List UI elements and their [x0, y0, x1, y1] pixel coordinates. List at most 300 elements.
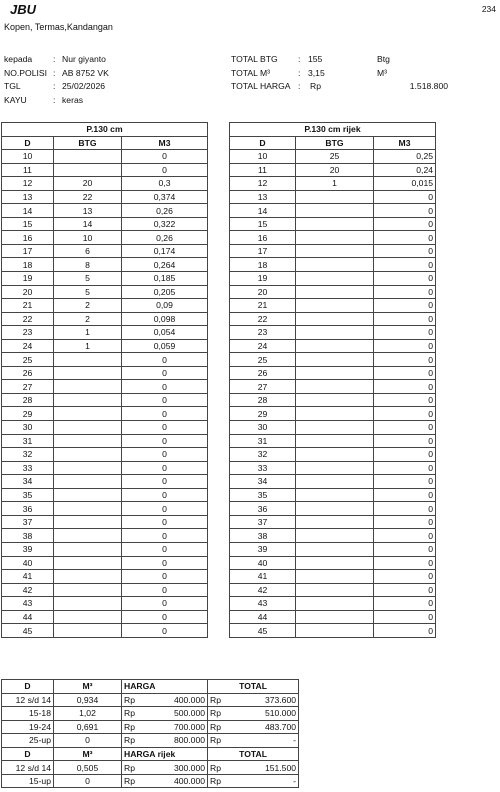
table-title-row: [2, 123, 208, 137]
cell-btg: 20: [296, 163, 374, 177]
cell-m3: 0: [374, 272, 436, 286]
info-label-nopolisi: NO.POLISI: [4, 68, 47, 78]
cell-d: 18: [230, 258, 296, 272]
price-header-total: TOTAL: [208, 680, 299, 694]
cell-btg: [54, 366, 122, 380]
table-row: [230, 150, 436, 164]
cell-btg: [54, 597, 122, 611]
table-row: [2, 515, 208, 529]
cell-btg: 8: [54, 258, 122, 272]
info-colon: :: [53, 54, 56, 64]
cell-btg: 1: [296, 177, 374, 191]
table-row: [230, 393, 436, 407]
table-row: [230, 448, 436, 462]
cell-btg: [54, 461, 122, 475]
table-row: [230, 339, 436, 353]
cell-d: 20: [2, 285, 54, 299]
table-row: [2, 353, 208, 367]
header-btg: BTG: [54, 136, 122, 150]
table-row: [2, 407, 208, 421]
cell-d: 19: [230, 272, 296, 286]
price-row: [2, 734, 299, 748]
price-total: -: [222, 774, 299, 788]
cell-m3: 0: [122, 556, 208, 570]
cell-m3: 0: [374, 488, 436, 502]
cell-btg: [54, 393, 122, 407]
cell-btg: 10: [54, 231, 122, 245]
table-row: [230, 502, 436, 516]
total-m3-value: 3,15: [308, 68, 325, 78]
table-row: [2, 597, 208, 611]
price-total: 151.500: [222, 761, 299, 775]
price-d: 19-24: [2, 720, 54, 734]
cell-btg: [54, 421, 122, 435]
price-rp: Rp: [122, 761, 138, 775]
cell-btg: 2: [54, 312, 122, 326]
table-row: [2, 285, 208, 299]
cell-m3: 0: [374, 502, 436, 516]
cell-btg: [296, 570, 374, 584]
price-header-d: D: [2, 680, 54, 694]
total-m3-label: TOTAL M³: [231, 68, 270, 78]
cell-d: 17: [2, 244, 54, 258]
table-row: [2, 610, 208, 624]
total-btg-unit: Btg: [377, 54, 390, 64]
price-harga: 500.000: [138, 707, 208, 721]
cell-btg: [296, 353, 374, 367]
cell-btg: [54, 556, 122, 570]
table-row: [2, 461, 208, 475]
cell-d: 36: [2, 502, 54, 516]
cell-btg: [54, 502, 122, 516]
cell-d: 27: [230, 380, 296, 394]
cell-d: 32: [2, 448, 54, 462]
cell-d: 21: [230, 299, 296, 313]
cell-m3: 0: [374, 624, 436, 638]
price-table: [1, 679, 299, 788]
table-row: [230, 570, 436, 584]
cell-d: 22: [2, 312, 54, 326]
cell-m3: 0: [122, 475, 208, 489]
cell-m3: 0,174: [122, 244, 208, 258]
cell-d: 10: [230, 150, 296, 164]
price-row: [2, 707, 299, 721]
cell-btg: 5: [54, 285, 122, 299]
cell-d: 13: [2, 190, 54, 204]
table-row: [2, 502, 208, 516]
total-harga-value: 1.518.800: [409, 81, 448, 91]
table-row: [230, 190, 436, 204]
cell-m3: 0: [374, 393, 436, 407]
price-header-d: D: [2, 747, 54, 761]
table-row: [2, 380, 208, 394]
price-rp: Rp: [208, 707, 222, 721]
price-header-m3: M³: [54, 680, 122, 694]
cell-btg: [296, 272, 374, 286]
cell-m3: 0: [374, 258, 436, 272]
cell-btg: [54, 610, 122, 624]
cell-m3: 0: [122, 407, 208, 421]
cell-m3: 0: [374, 380, 436, 394]
cell-d: 14: [2, 204, 54, 218]
table-row: [2, 434, 208, 448]
cell-btg: 14: [54, 217, 122, 231]
cell-btg: 13: [54, 204, 122, 218]
table-title-row: [230, 123, 436, 137]
cell-m3: 0: [122, 461, 208, 475]
cell-d: 31: [2, 434, 54, 448]
cell-d: 16: [2, 231, 54, 245]
table-row: [230, 272, 436, 286]
cell-m3: 0: [122, 502, 208, 516]
cell-btg: [54, 163, 122, 177]
cell-d: 15: [230, 217, 296, 231]
cell-m3: 0: [122, 448, 208, 462]
cell-m3: 0: [374, 529, 436, 543]
table-row: [2, 299, 208, 313]
cell-btg: 1: [54, 339, 122, 353]
cell-btg: 2: [54, 299, 122, 313]
table-row: [2, 393, 208, 407]
cell-btg: 5: [54, 272, 122, 286]
cell-d: 28: [2, 393, 54, 407]
cell-d: 44: [230, 610, 296, 624]
table-row: [230, 177, 436, 191]
cell-d: 41: [2, 570, 54, 584]
table-row: [230, 542, 436, 556]
total-btg-label: TOTAL BTG: [231, 54, 278, 64]
price-d: 12 s/d 14: [2, 693, 54, 707]
volume-table-right: [229, 122, 436, 638]
cell-m3: 0: [374, 421, 436, 435]
cell-m3: 0: [122, 380, 208, 394]
price-header-row: [2, 680, 299, 694]
cell-m3: 0,3: [122, 177, 208, 191]
table-row: [2, 556, 208, 570]
cell-btg: [296, 244, 374, 258]
cell-m3: 0: [122, 366, 208, 380]
table-row: [230, 407, 436, 421]
price-rp: Rp: [208, 720, 222, 734]
table-row: [230, 258, 436, 272]
price-m3: 0: [54, 734, 122, 748]
cell-m3: 0,322: [122, 217, 208, 231]
cell-btg: [296, 583, 374, 597]
cell-btg: [54, 515, 122, 529]
table-row: [230, 380, 436, 394]
table-row: [2, 244, 208, 258]
cell-btg: [296, 393, 374, 407]
cell-btg: [296, 461, 374, 475]
total-btg-value: 155: [308, 54, 323, 64]
table-row: [2, 339, 208, 353]
cell-btg: [296, 231, 374, 245]
cell-d: 11: [2, 163, 54, 177]
cell-d: 25: [230, 353, 296, 367]
cell-btg: [296, 502, 374, 516]
header-m3: M3: [122, 136, 208, 150]
header-d: D: [2, 136, 54, 150]
price-harga: 300.000: [138, 761, 208, 775]
cell-d: 15: [2, 217, 54, 231]
cell-d: 23: [230, 326, 296, 340]
price-rp: Rp: [122, 774, 138, 788]
info-value-kepada: Nur giyanto: [62, 54, 106, 64]
cell-d: 39: [230, 542, 296, 556]
cell-d: 45: [2, 624, 54, 638]
table-row: [2, 326, 208, 340]
cell-m3: 0,26: [122, 231, 208, 245]
cell-d: 37: [2, 515, 54, 529]
cell-d: 23: [2, 326, 54, 340]
price-rp: Rp: [122, 720, 138, 734]
table-row: [230, 366, 436, 380]
cell-d: 33: [2, 461, 54, 475]
cell-btg: [296, 434, 374, 448]
table-row: [2, 529, 208, 543]
cell-m3: 0: [374, 583, 436, 597]
cell-btg: [296, 421, 374, 435]
table-row: [230, 326, 436, 340]
cell-d: 12: [230, 177, 296, 191]
document-title: JBU: [10, 2, 37, 17]
cell-m3: 0,26: [122, 204, 208, 218]
table-header-row: [230, 136, 436, 150]
cell-btg: [296, 542, 374, 556]
cell-m3: 0: [122, 610, 208, 624]
price-m3: 1,02: [54, 707, 122, 721]
cell-btg: [296, 299, 374, 313]
cell-m3: 0: [122, 353, 208, 367]
price-header-m3: M³: [54, 747, 122, 761]
cell-btg: [54, 150, 122, 164]
cell-btg: 22: [54, 190, 122, 204]
price-harga: 700.000: [138, 720, 208, 734]
table-row: [230, 624, 436, 638]
table-row: [230, 163, 436, 177]
cell-d: 43: [230, 597, 296, 611]
table-row: [2, 366, 208, 380]
table-row: [230, 353, 436, 367]
cell-d: 43: [2, 597, 54, 611]
cell-d: 29: [230, 407, 296, 421]
table-title: P.130 cm: [2, 123, 208, 137]
cell-btg: [296, 217, 374, 231]
cell-d: 24: [2, 339, 54, 353]
cell-m3: 0: [122, 434, 208, 448]
cell-m3: 0: [374, 353, 436, 367]
table-row: [230, 204, 436, 218]
cell-btg: [296, 258, 374, 272]
cell-m3: 0,098: [122, 312, 208, 326]
price-row: [2, 693, 299, 707]
cell-m3: 0: [374, 570, 436, 584]
cell-m3: 0,054: [122, 326, 208, 340]
table-row: [230, 421, 436, 435]
cell-d: 33: [230, 461, 296, 475]
cell-btg: [296, 326, 374, 340]
info-label-kayu: KAYU: [4, 95, 27, 105]
cell-d: 25: [2, 353, 54, 367]
cell-m3: 0: [122, 570, 208, 584]
price-header-harga: HARGA: [122, 680, 208, 694]
cell-btg: [296, 556, 374, 570]
cell-btg: [54, 529, 122, 543]
price-d: 15-18: [2, 707, 54, 721]
cell-btg: 25: [296, 150, 374, 164]
info-colon: :: [53, 95, 56, 105]
cell-m3: 0: [122, 597, 208, 611]
table-row: [2, 624, 208, 638]
cell-d: 34: [230, 475, 296, 489]
info-label-kepada: kepada: [4, 54, 33, 64]
cell-m3: 0: [374, 515, 436, 529]
cell-btg: [296, 190, 374, 204]
cell-d: 14: [230, 204, 296, 218]
table-row: [2, 542, 208, 556]
table-row: [230, 475, 436, 489]
cell-btg: [296, 204, 374, 218]
cell-btg: 20: [54, 177, 122, 191]
table-row: [230, 312, 436, 326]
price-total: 373.600: [222, 693, 299, 707]
cell-d: 45: [230, 624, 296, 638]
cell-d: 40: [230, 556, 296, 570]
price-harga: 400.000: [138, 693, 208, 707]
cell-m3: 0: [374, 407, 436, 421]
cell-m3: 0: [374, 542, 436, 556]
cell-m3: 0: [374, 434, 436, 448]
table-row: [2, 258, 208, 272]
cell-d: 37: [230, 515, 296, 529]
table-row: [230, 434, 436, 448]
price-rp: Rp: [208, 693, 222, 707]
cell-d: 13: [230, 190, 296, 204]
table-row: [2, 312, 208, 326]
price-header-harga-rijek: HARGA rijek: [122, 747, 208, 761]
total-m3-unit: M³: [377, 68, 388, 78]
cell-m3: 0: [122, 421, 208, 435]
cell-btg: 6: [54, 244, 122, 258]
table-row: [230, 597, 436, 611]
info-colon: :: [298, 81, 301, 91]
cell-d: 35: [2, 488, 54, 502]
info-label-tgl: TGL: [4, 81, 21, 91]
cell-btg: [296, 407, 374, 421]
table-row: [2, 272, 208, 286]
cell-m3: 0: [374, 475, 436, 489]
info-value-tgl: 25/02/2026: [62, 81, 106, 91]
cell-btg: [54, 583, 122, 597]
cell-m3: 0,25: [374, 150, 436, 164]
cell-m3: 0: [374, 190, 436, 204]
price-header-total: TOTAL: [208, 747, 299, 761]
cell-m3: 0: [122, 583, 208, 597]
cell-m3: 0: [374, 244, 436, 258]
cell-d: 11: [230, 163, 296, 177]
cell-m3: 0: [374, 610, 436, 624]
cell-d: 38: [2, 529, 54, 543]
cell-m3: 0: [374, 312, 436, 326]
cell-btg: [296, 515, 374, 529]
table-header-row: [2, 136, 208, 150]
cell-d: 26: [2, 366, 54, 380]
total-harga-currency: Rp: [310, 81, 321, 91]
info-value-nopolisi: AB 8752 VK: [62, 68, 109, 78]
table-row: [230, 515, 436, 529]
cell-btg: [54, 475, 122, 489]
table-row: [2, 217, 208, 231]
price-total: 483.700: [222, 720, 299, 734]
cell-m3: 0: [374, 217, 436, 231]
price-d: 15-up: [2, 774, 54, 788]
cell-d: 19: [2, 272, 54, 286]
cell-m3: 0: [374, 326, 436, 340]
cell-d: 22: [230, 312, 296, 326]
cell-d: 40: [2, 556, 54, 570]
table-row: [230, 299, 436, 313]
table-row: [2, 448, 208, 462]
cell-btg: [296, 339, 374, 353]
table-row: [2, 488, 208, 502]
cell-m3: 0: [374, 448, 436, 462]
table-row: [230, 556, 436, 570]
cell-d: 17: [230, 244, 296, 258]
table-row: [230, 529, 436, 543]
cell-btg: [296, 610, 374, 624]
price-m3: 0,934: [54, 693, 122, 707]
info-colon: :: [298, 54, 301, 64]
price-rp: Rp: [122, 693, 138, 707]
table-row: [230, 461, 436, 475]
cell-d: 44: [2, 610, 54, 624]
price-rp: Rp: [208, 734, 222, 748]
cell-d: 10: [2, 150, 54, 164]
cell-btg: [54, 542, 122, 556]
price-d: 12 s/d 14: [2, 761, 54, 775]
header-m3: M3: [374, 136, 436, 150]
cell-d: 26: [230, 366, 296, 380]
price-rp: Rp: [208, 774, 222, 788]
cell-m3: 0,374: [122, 190, 208, 204]
table-row: [230, 583, 436, 597]
cell-btg: [296, 488, 374, 502]
table-row: [2, 150, 208, 164]
cell-d: 42: [230, 583, 296, 597]
table-row: [230, 244, 436, 258]
cell-d: 39: [2, 542, 54, 556]
cell-d: 24: [230, 339, 296, 353]
cell-m3: 0: [374, 204, 436, 218]
price-total: 510.000: [222, 707, 299, 721]
price-row: [2, 720, 299, 734]
cell-btg: [54, 570, 122, 584]
cell-m3: 0: [122, 393, 208, 407]
table-row: [230, 610, 436, 624]
total-harga-label: TOTAL HARGA: [231, 81, 291, 91]
table-row: [2, 177, 208, 191]
cell-btg: [54, 434, 122, 448]
cell-btg: [54, 624, 122, 638]
cell-m3: 0,059: [122, 339, 208, 353]
cell-btg: [54, 407, 122, 421]
cell-d: 16: [230, 231, 296, 245]
price-harga: 400.000: [138, 774, 208, 788]
table-row: [2, 583, 208, 597]
cell-m3: 0: [122, 163, 208, 177]
cell-btg: [54, 448, 122, 462]
cell-d: 41: [230, 570, 296, 584]
